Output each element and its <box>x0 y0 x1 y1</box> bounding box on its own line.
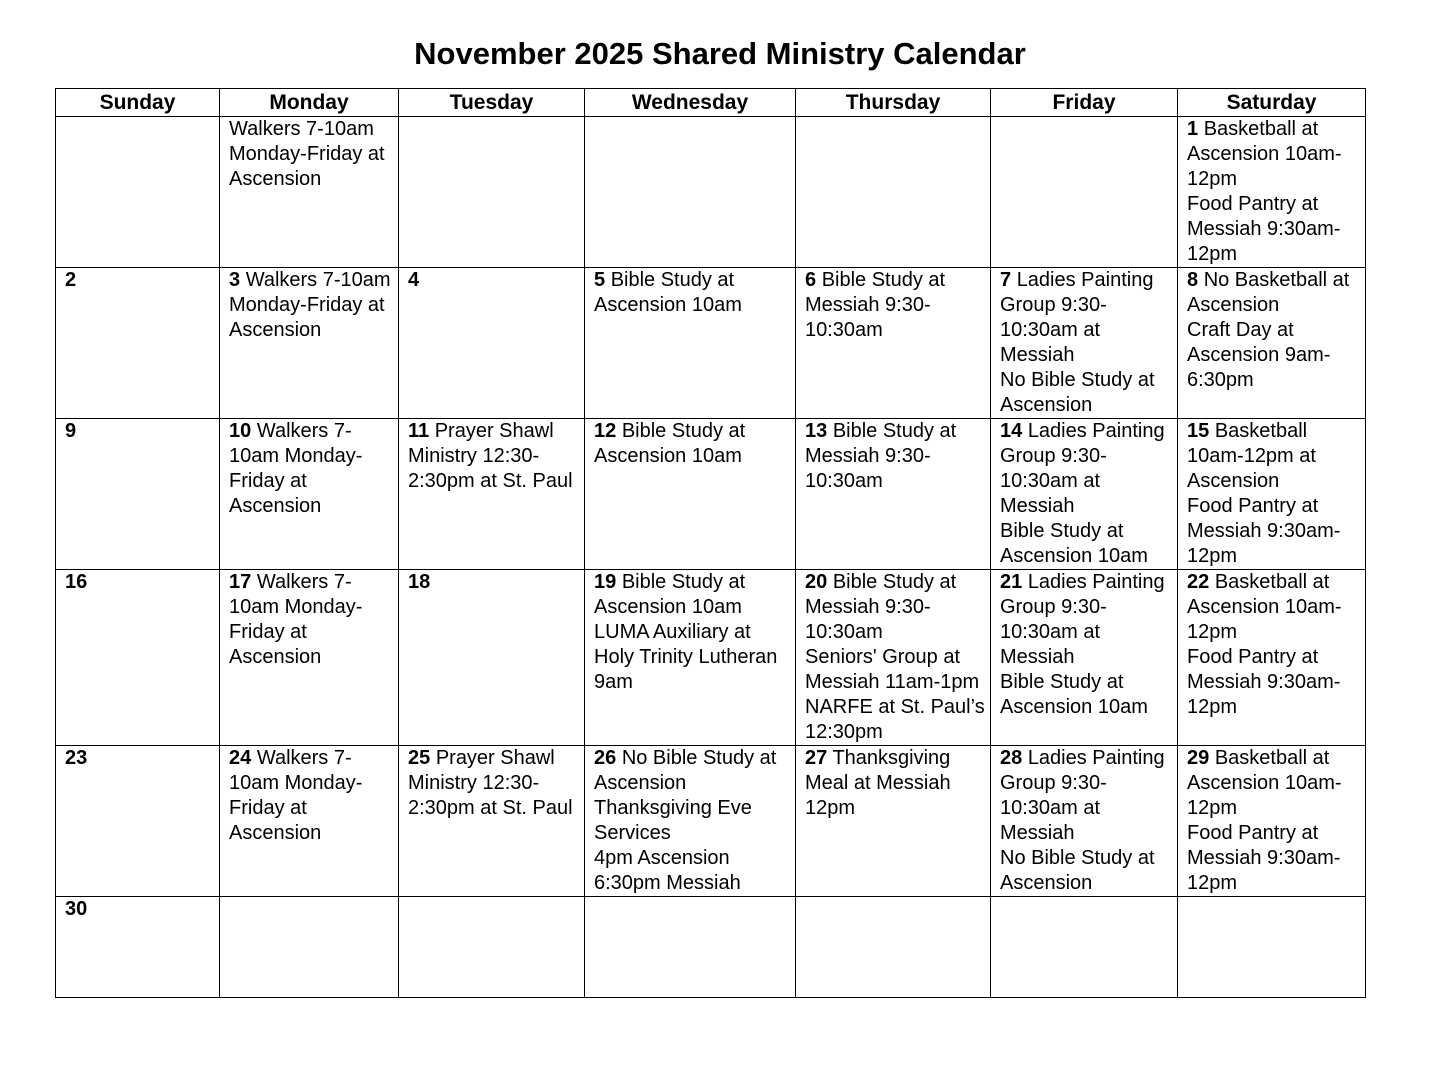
day-number: 11 <box>408 420 430 442</box>
day-cell-thursday <box>796 419 991 570</box>
week-row <box>56 570 1366 746</box>
event-text: No Bible Study at Ascension <box>1000 369 1155 416</box>
day-cell-tuesday <box>399 746 585 897</box>
day-number: 25 <box>408 747 431 769</box>
event-text: Prayer Shawl Ministry 12:30-2:30pm at St. Paul <box>408 420 573 492</box>
day-cell-tuesday <box>399 570 585 746</box>
event-text: Thanksgiving Eve Services <box>594 797 752 844</box>
event-text: NARFE at St. Paul’s 12:30pm <box>805 696 985 743</box>
event-text: Walkers 7-10am Monday-Friday at Ascension <box>229 747 363 844</box>
day-cell-thursday <box>796 897 991 998</box>
event-text: Bible Study at Ascension 10am <box>1000 520 1148 567</box>
day-number: 20 <box>805 571 828 593</box>
day-cell-sunday <box>56 117 220 268</box>
day-number: 16 <box>65 571 88 593</box>
day-cell-wednesday <box>585 117 796 268</box>
day-number: 7 <box>1000 269 1012 291</box>
event-text: 4pm Ascension <box>594 847 730 869</box>
day-number: 30 <box>65 898 88 920</box>
week-row <box>56 117 1366 268</box>
event-text: Thanksgiving Meal at Messiah 12pm <box>805 747 951 819</box>
event-text: Seniors' Group at Messiah 11am-1pm <box>805 646 980 693</box>
day-cell-thursday <box>796 268 991 419</box>
week-row <box>56 897 1366 998</box>
day-cell-saturday <box>1178 268 1366 419</box>
week-row <box>56 268 1366 419</box>
weekday-header-thursday: Thursday <box>796 89 991 117</box>
event-text: Walkers 7-10am Monday-Friday at Ascension <box>229 118 385 190</box>
event-text: Bible Study at Messiah 9:30-10:30am <box>805 571 957 643</box>
weekday-header-row <box>56 89 1366 117</box>
event-text: Food Pantry at Messiah 9:30am-12pm <box>1187 822 1341 894</box>
day-cell-friday <box>991 117 1178 268</box>
event-text: No Basketball at Ascension <box>1187 269 1350 316</box>
weekday-header-friday: Friday <box>991 89 1178 117</box>
day-cell-monday <box>220 419 399 570</box>
day-cell-friday <box>991 419 1178 570</box>
day-number: 15 <box>1187 420 1210 442</box>
event-text: Bible Study at Messiah 9:30-10:30am <box>805 269 946 341</box>
day-cell-friday <box>991 268 1178 419</box>
day-number: 5 <box>594 269 606 291</box>
event-text: Bible Study at Ascension 10am <box>1000 671 1148 718</box>
day-number: 10 <box>229 420 252 442</box>
day-cell-thursday <box>796 117 991 268</box>
day-cell-sunday <box>56 268 220 419</box>
weekday-header-tuesday: Tuesday <box>399 89 585 117</box>
day-number: 19 <box>594 571 617 593</box>
day-cell-saturday <box>1178 897 1366 998</box>
day-number: 28 <box>1000 747 1023 769</box>
event-text: Ladies Painting Group 9:30-10:30am at Messiah <box>1000 420 1165 517</box>
event-text: Bible Study at Ascension 10am <box>594 269 742 316</box>
day-number: 26 <box>594 747 617 769</box>
day-number: 6 <box>805 269 817 291</box>
day-number: 29 <box>1187 747 1210 769</box>
page-title: November 2025 Shared Ministry Calendar <box>414 36 1026 71</box>
day-number: 18 <box>408 571 431 593</box>
day-cell-wednesday <box>585 746 796 897</box>
week-row <box>56 419 1366 570</box>
day-cell-tuesday <box>399 268 585 419</box>
event-text: Walkers 7-10am Monday-Friday at Ascension <box>229 420 363 517</box>
day-number: 17 <box>229 571 252 593</box>
event-text: Ladies Painting Group 9:30-10:30am at Messiah <box>1000 747 1165 844</box>
weekday-header-wednesday: Wednesday <box>585 89 796 117</box>
day-number: 24 <box>229 747 252 769</box>
event-text: Walkers 7-10am Monday-Friday at Ascension <box>229 571 363 668</box>
day-cell-monday <box>220 570 399 746</box>
weekday-header-monday: Monday <box>220 89 399 117</box>
day-number: 27 <box>805 747 828 769</box>
event-text: 6:30pm Messiah <box>594 872 741 894</box>
day-cell-wednesday <box>585 897 796 998</box>
day-cell-monday <box>220 268 399 419</box>
day-cell-sunday <box>56 897 220 998</box>
day-number: 23 <box>65 747 88 769</box>
day-number: 4 <box>408 269 420 291</box>
day-number: 8 <box>1187 269 1199 291</box>
weekday-header-saturday: Saturday <box>1178 89 1366 117</box>
day-cell-saturday <box>1178 419 1366 570</box>
event-text: LUMA Auxiliary at Holy Trinity Lutheran 9am <box>594 621 778 693</box>
day-number: 3 <box>229 269 241 291</box>
day-number: 2 <box>65 269 77 291</box>
day-cell-tuesday <box>399 897 585 998</box>
day-cell-monday <box>220 746 399 897</box>
event-text: Basketball 10am-12pm at Ascension <box>1187 420 1316 492</box>
event-text: Food Pantry at Messiah 9:30am-12pm <box>1187 495 1341 567</box>
day-cell-thursday <box>796 746 991 897</box>
day-cell-saturday <box>1178 117 1366 268</box>
day-cell-tuesday <box>399 117 585 268</box>
day-cell-wednesday <box>585 419 796 570</box>
day-number: 13 <box>805 420 828 442</box>
event-text: Food Pantry at Messiah 9:30am-12pm <box>1187 646 1341 718</box>
calendar-table <box>55 88 1366 998</box>
day-cell-sunday <box>56 746 220 897</box>
day-cell-friday <box>991 746 1178 897</box>
event-text: Bible Study at Ascension 10am <box>594 420 746 467</box>
day-cell-sunday <box>56 419 220 570</box>
event-text: Basketball at Ascension 10am-12pm <box>1187 571 1342 643</box>
event-text: Ladies Painting Group 9:30-10:30am at Messiah <box>1000 571 1165 668</box>
event-text: Walkers 7-10am Monday-Friday at Ascension <box>229 269 391 341</box>
day-cell-friday <box>991 897 1178 998</box>
day-cell-wednesday <box>585 570 796 746</box>
day-number: 21 <box>1000 571 1023 593</box>
day-number: 22 <box>1187 571 1210 593</box>
event-text: Ladies Painting Group 9:30-10:30am at Messiah <box>1000 269 1154 366</box>
weekday-header-sunday: Sunday <box>56 89 220 117</box>
event-text: Basketball at Ascension 10am-12pm <box>1187 118 1342 190</box>
week-row <box>56 746 1366 897</box>
event-text: Food Pantry at Messiah 9:30am-12pm <box>1187 193 1341 265</box>
day-number: 14 <box>1000 420 1023 442</box>
day-cell-tuesday <box>399 419 585 570</box>
event-text: Craft Day at Ascension 9am-6:30pm <box>1187 319 1331 391</box>
day-number: 9 <box>65 420 77 442</box>
event-text: No Bible Study at Ascension <box>594 747 777 794</box>
day-number: 1 <box>1187 118 1199 140</box>
day-cell-saturday <box>1178 746 1366 897</box>
day-number: 12 <box>594 420 617 442</box>
day-cell-sunday <box>56 570 220 746</box>
day-cell-monday <box>220 897 399 998</box>
day-cell-wednesday <box>585 268 796 419</box>
event-text: Prayer Shawl Ministry 12:30-2:30pm at St. Paul <box>408 747 573 819</box>
event-text: Bible Study at Ascension 10am <box>594 571 746 618</box>
day-cell-thursday <box>796 570 991 746</box>
day-cell-saturday <box>1178 570 1366 746</box>
day-cell-monday <box>220 117 399 268</box>
event-text: No Bible Study at Ascension <box>1000 847 1155 894</box>
event-text: Basketball at Ascension 10am-12pm <box>1187 747 1342 819</box>
day-cell-friday <box>991 570 1178 746</box>
event-text: Bible Study at Messiah 9:30-10:30am <box>805 420 957 492</box>
